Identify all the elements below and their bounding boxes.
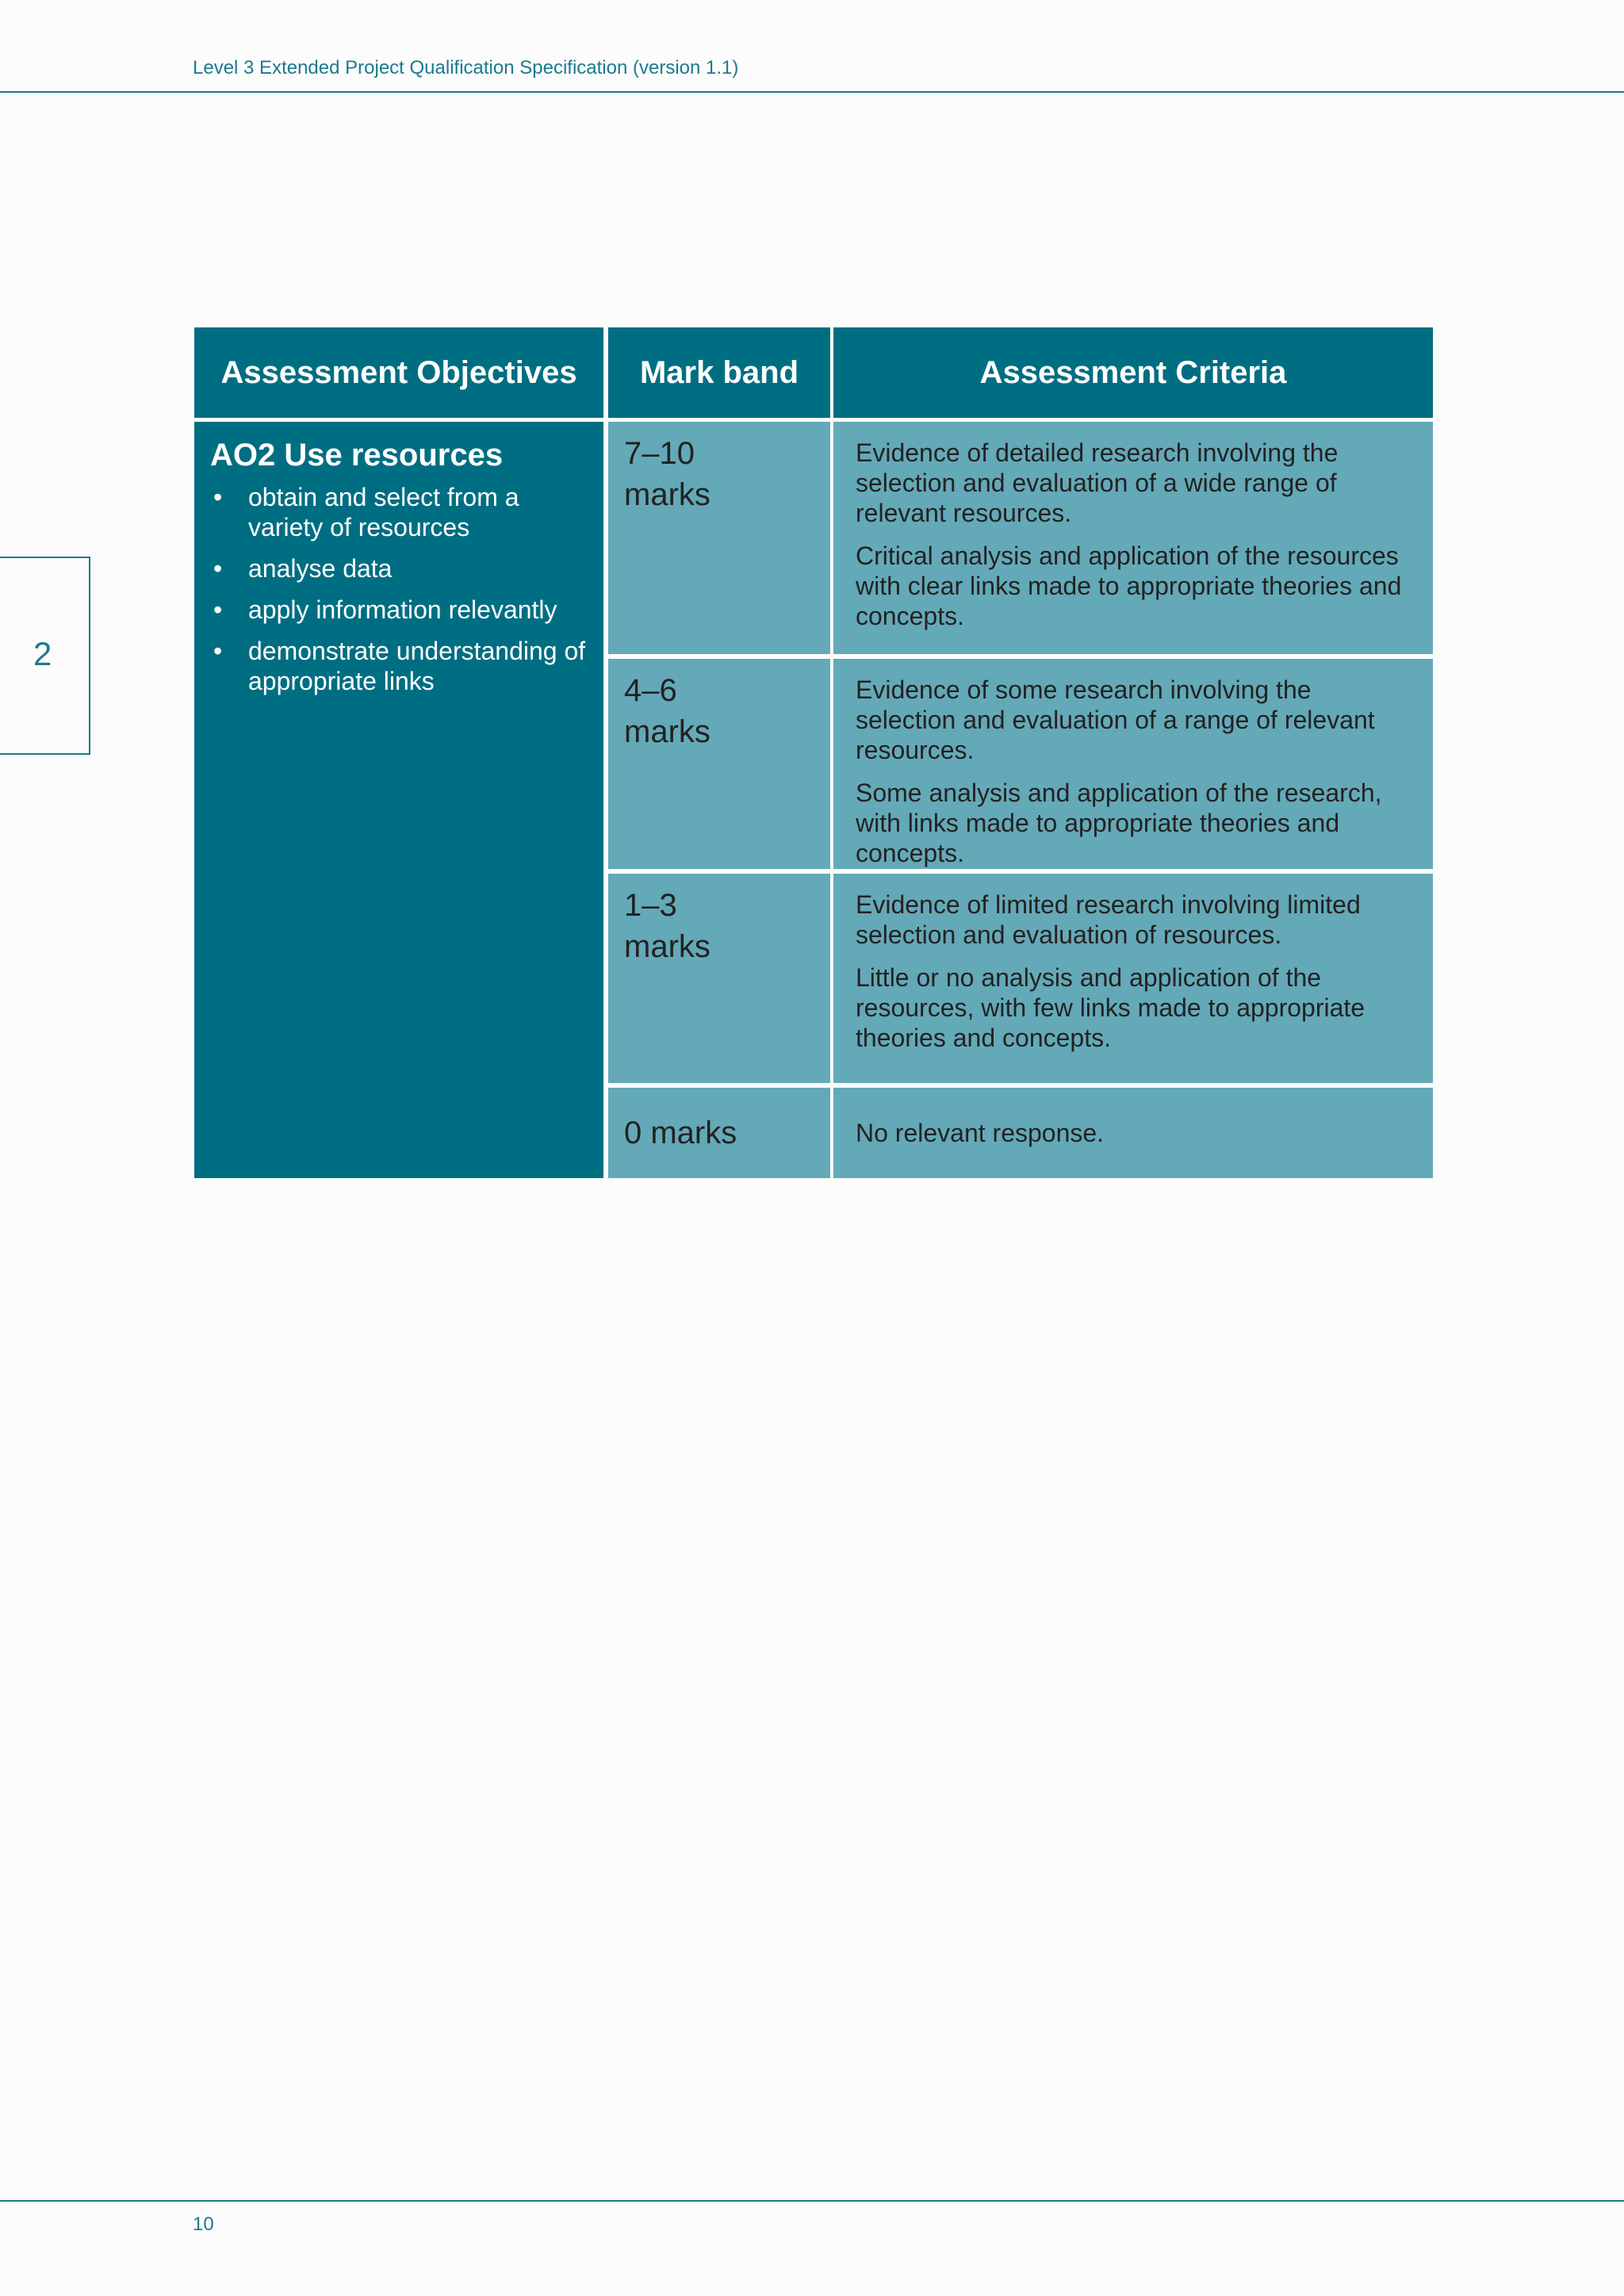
mark-band-range: 1–3	[624, 888, 677, 923]
column-header-objectives: Assessment Objectives	[194, 327, 603, 418]
mark-band-cell	[608, 422, 830, 654]
mark-band-range: 4–6	[624, 673, 677, 708]
criteria-text: Evidence of limited research involving limited selection and evaluation of resources.	[856, 890, 1361, 949]
mark-band-cell	[608, 874, 830, 1083]
criteria-cell	[833, 1088, 1433, 1178]
mark-band-cell	[608, 1088, 830, 1178]
criteria-text: Some analysis and application of the research, with links made to appropriate theories and concepts.	[856, 779, 1382, 867]
section-tab	[0, 557, 90, 755]
bullet-icon: •	[213, 637, 223, 665]
list-item	[210, 595, 588, 625]
mark-band-cell	[608, 659, 830, 869]
criteria-text: Critical analysis and application of the resources with clear links made to appropriate theories and concepts.	[856, 541, 1402, 630]
list-item	[210, 482, 588, 542]
section-number: 2	[33, 635, 52, 672]
objective-cell	[194, 422, 603, 1178]
objective-bullet-list	[210, 482, 588, 696]
criteria-text: Little or no analysis and application of the resources, with few links made to appropriate theories and concepts.	[856, 963, 1365, 1052]
column-header-criteria: Assessment Criteria	[833, 327, 1433, 418]
criteria-cell	[833, 874, 1433, 1083]
bullet-icon: •	[213, 554, 223, 583]
header-rule	[0, 91, 1624, 93]
criteria-cell	[833, 422, 1433, 654]
objective-title: AO2 Use resources	[210, 438, 504, 473]
list-item	[210, 553, 588, 584]
bullet-text: obtain and select from a variety of resources	[248, 483, 519, 541]
list-item	[210, 636, 588, 696]
bullet-text: apply information relevantly	[248, 595, 557, 624]
criteria-text: Evidence of detailed research involving the selection and evaluation of a wide range of relevant resources.	[856, 438, 1339, 527]
mark-band-unit: marks	[624, 714, 710, 749]
mark-band-unit: marks	[624, 929, 710, 964]
bullet-text: demonstrate understanding of appropriate links	[248, 637, 586, 695]
footer-rule	[0, 2200, 1624, 2202]
bullet-text: analyse data	[248, 554, 393, 583]
page-number: 10	[193, 2214, 214, 2235]
criteria-cell	[833, 659, 1433, 869]
mark-band-unit: marks	[624, 477, 710, 512]
criteria-text: Evidence of some research involving the selection and evaluation of a range of relevant resources.	[856, 675, 1375, 764]
criteria-text: No relevant response.	[856, 1119, 1105, 1147]
mark-band-range: 0 marks	[624, 1115, 737, 1150]
bullet-icon: •	[213, 483, 223, 511]
running-header: Level 3 Extended Project Qualification Specification (version 1.1)	[193, 57, 739, 78]
column-header-mark-band: Mark band	[608, 327, 830, 418]
mark-band-range: 7–10	[624, 436, 695, 471]
bullet-icon: •	[213, 595, 223, 624]
